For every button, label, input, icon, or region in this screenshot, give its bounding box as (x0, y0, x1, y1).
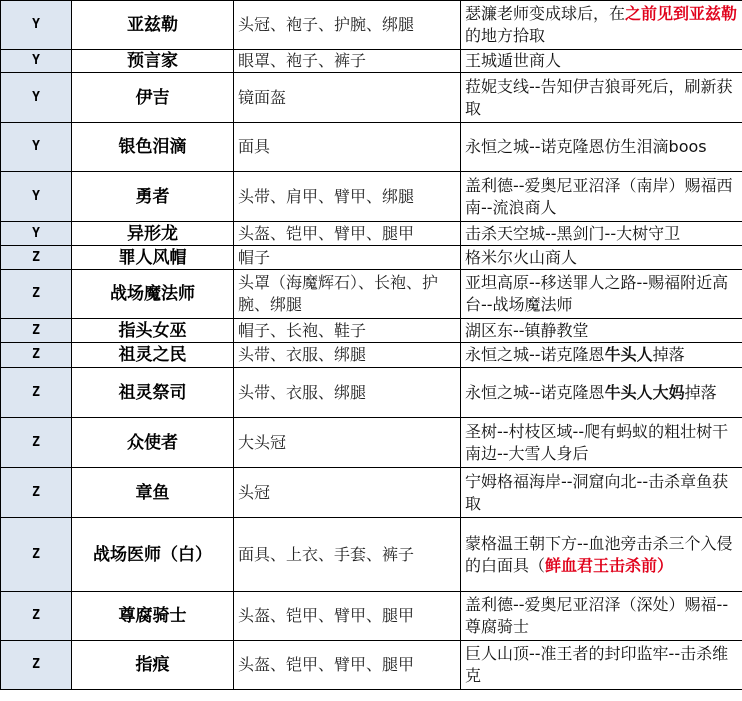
grade-cell: Z (1, 270, 72, 319)
source-text: 盖利德--爱奥尼亚沼泽（南岸）赐福西南--流浪商人 (465, 175, 733, 217)
table-row (1, 468, 742, 518)
table-row (1, 418, 742, 468)
set-name-cell: 指痕 (72, 641, 234, 690)
set-name-cell: 亚兹勒 (72, 1, 234, 50)
grade-cell: Z (1, 518, 72, 592)
grade-cell: Y (1, 50, 72, 73)
slots-cell: 眼罩、袍子、裤子 (234, 50, 461, 73)
source-cell (461, 172, 742, 222)
table-row (1, 368, 742, 418)
source-cell (461, 73, 742, 123)
source-text: 盖利德--爱奥尼亚沼泽（深处）赐福--尊腐骑士 (465, 595, 729, 636)
slots-cell: 帽子、长袍、鞋子 (234, 319, 461, 343)
set-name-cell: 伊吉 (72, 73, 234, 123)
set-name-cell: 罪人风帽 (72, 246, 234, 270)
slots-cell: 面具、上衣、手套、裤子 (234, 518, 461, 592)
source-cell (461, 123, 742, 172)
slots-cell: 头带、衣服、绑腿 (234, 368, 461, 418)
source-cell (461, 418, 742, 468)
slots-cell: 镜面盔 (234, 73, 461, 123)
table-row (1, 641, 742, 690)
set-name-cell: 章鱼 (72, 468, 234, 518)
table-row (1, 172, 742, 222)
table-row (1, 246, 742, 270)
source-cell (461, 1, 742, 50)
slots-cell: 大头冠 (234, 418, 461, 468)
source-text: 永恒之城--诺克隆恩 (465, 382, 605, 402)
highlight-bold-text: 牛头人大妈 (604, 382, 685, 402)
slots-cell: 头盔、铠甲、臂甲、腿甲 (234, 222, 461, 246)
set-name-cell: 指头女巫 (72, 319, 234, 343)
slots-cell: 头盔、铠甲、臂甲、腿甲 (234, 592, 461, 641)
grade-cell: Y (1, 222, 72, 246)
set-name-cell: 银色泪滴 (72, 123, 234, 172)
table-row (1, 123, 742, 172)
table-row (1, 270, 742, 319)
slots-cell: 头带、肩甲、臂甲、绑腿 (234, 172, 461, 222)
source-text: 掉落 (652, 345, 685, 364)
slots-cell: 头带、衣服、绑腿 (234, 343, 461, 368)
source-text: 蒙格温王朝下方--血池旁击杀三个入侵的白面具（ (465, 533, 733, 575)
grade-cell: Z (1, 641, 72, 690)
source-cell (461, 468, 742, 518)
slots-cell: 头罩（海魔辉石）、长袍、护腕、绑腿 (234, 270, 461, 319)
source-text: 永恒之城--诺克隆恩仿生泪滴boos (465, 137, 707, 156)
source-cell (461, 641, 742, 690)
table-row (1, 50, 742, 73)
highlight-red-text: 鲜血君王击杀前 (545, 555, 658, 575)
table-row (1, 592, 742, 641)
table-row (1, 343, 742, 368)
source-text: 掉落 (684, 382, 717, 402)
set-name-cell: 尊腐骑士 (72, 592, 234, 641)
slots-cell: 头冠、袍子、护腕、绑腿 (234, 1, 461, 50)
grade-cell: Z (1, 368, 72, 418)
source-text: 湖区东--镇静教堂 (465, 320, 589, 340)
grade-cell: Y (1, 1, 72, 50)
table-row (1, 1, 742, 50)
slots-cell: 头盔、铠甲、臂甲、腿甲 (234, 641, 461, 690)
grade-cell: Y (1, 73, 72, 123)
set-name-cell: 战场魔法师 (72, 270, 234, 319)
grade-cell: Z (1, 468, 72, 518)
source-cell (461, 368, 742, 418)
source-text: 圣树--村枝区域--爬有蚂蚁的粗壮树干南边--大雪人身后 (465, 421, 729, 463)
source-text: 亚坦高原--移送罪人之路--赐福附近高台--战场魔法师 (465, 273, 729, 314)
slots-cell: 面具 (234, 123, 461, 172)
slots-cell: 帽子 (234, 246, 461, 270)
source-cell (461, 319, 742, 343)
slots-cell: 头冠 (234, 468, 461, 518)
source-text: 瑟濂老师变成球后，在 (465, 4, 626, 23)
grade-cell: Z (1, 343, 72, 368)
grade-cell: Y (1, 172, 72, 222)
set-name-cell: 勇者 (72, 172, 234, 222)
grade-cell: Z (1, 418, 72, 468)
highlight-red-text: ） (657, 555, 674, 575)
source-text: 永恒之城--诺克隆恩 (465, 345, 605, 364)
source-cell (461, 246, 742, 270)
set-name-cell: 祖灵之民 (72, 343, 234, 368)
source-text: 王城遁世商人 (465, 51, 562, 70)
table-row (1, 319, 742, 343)
grade-cell: Z (1, 319, 72, 343)
set-name-cell: 预言家 (72, 50, 234, 73)
source-cell (461, 50, 742, 73)
source-cell (461, 270, 742, 319)
source-text: 的地方拾取 (465, 26, 546, 45)
set-name-cell: 异形龙 (72, 222, 234, 246)
source-text: 宁姆格福海岸--洞窟向北--击杀章鱼获取 (465, 471, 729, 513)
table-row (1, 73, 742, 123)
source-cell (461, 222, 742, 246)
set-name-cell: 众使者 (72, 418, 234, 468)
source-cell (461, 518, 742, 592)
table-body (1, 1, 742, 690)
set-name-cell: 祖灵祭司 (72, 368, 234, 418)
table-row (1, 222, 742, 246)
grade-cell: Z (1, 592, 72, 641)
grade-cell: Y (1, 123, 72, 172)
source-text: 击杀天空城--黑剑门--大树守卫 (465, 223, 681, 243)
set-name-cell: 战场医师（白） (72, 518, 234, 592)
highlight-bold-text: 牛头人 (604, 345, 653, 364)
grade-cell: Z (1, 246, 72, 270)
source-cell (461, 343, 742, 368)
source-cell (461, 592, 742, 641)
source-text: 巨人山顶--准王者的封印监牢--击杀维克 (465, 644, 729, 685)
table-row (1, 518, 742, 592)
source-text: 菈妮支线--告知伊吉狼哥死后，刷新获取 (465, 76, 733, 118)
highlight-red-text: 之前见到亚兹勒 (625, 4, 738, 23)
source-text: 格米尔火山商人 (465, 247, 578, 267)
